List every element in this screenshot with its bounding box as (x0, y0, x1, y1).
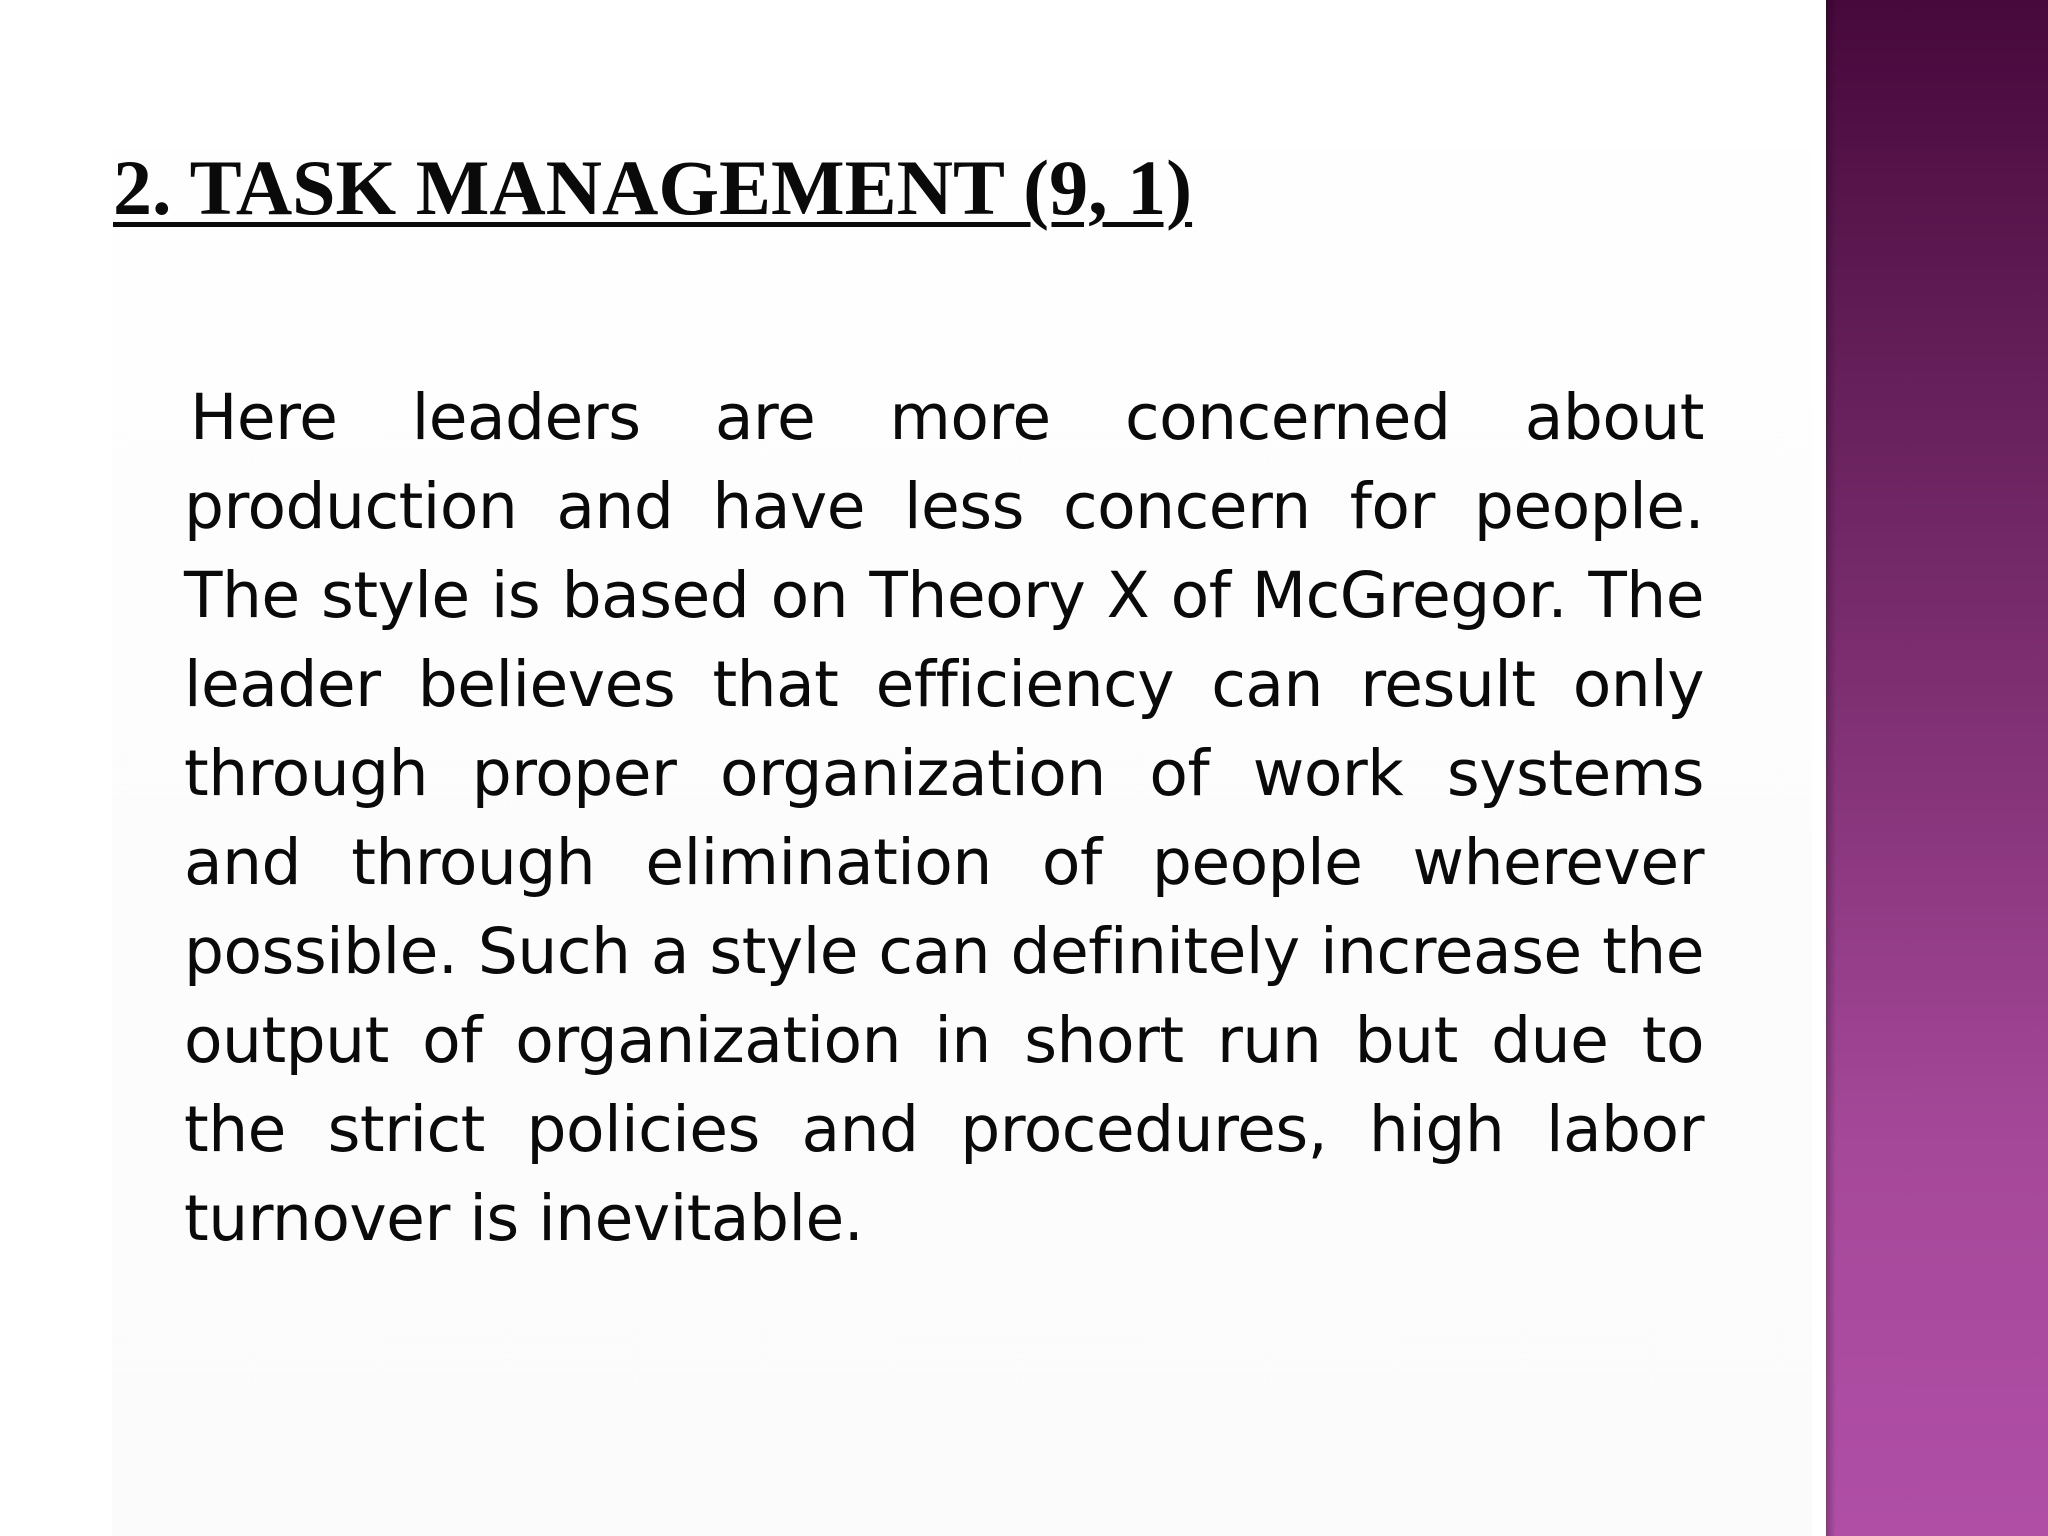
slide-body-text: Here leaders are more concerned about production and have less concern for people. The style is based on Theory X of McGregor. The leader believes that efficiency can result only through proper organization of work systems and through elimination of people wherever possible. Such a style can definitely increase the output of organization in short run but due to the strict policies and procedures, high labor turnover is inevitable. (184, 381, 1704, 1255)
decorative-side-band (1826, 0, 2048, 1536)
slide-title: 2. TASK MANAGEMENT (9, 1) (113, 144, 1193, 231)
